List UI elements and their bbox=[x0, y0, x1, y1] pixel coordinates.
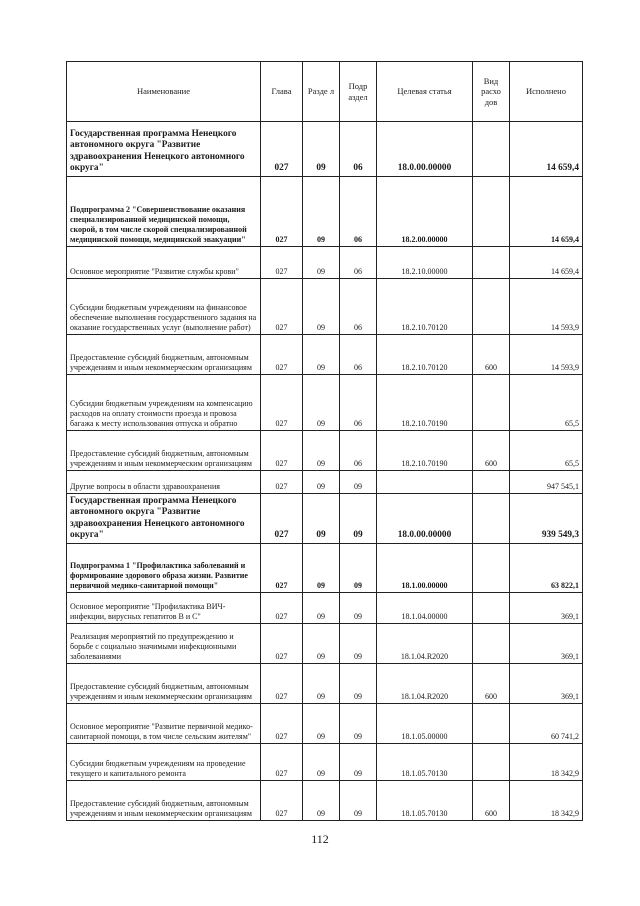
cell-podrazdel: 06 bbox=[340, 177, 377, 247]
header-ispolneno: Исполнено bbox=[510, 62, 583, 122]
cell-ispolneno: 18 342,9 bbox=[510, 744, 583, 781]
cell-podrazdel: 09 bbox=[340, 593, 377, 624]
cell-glava: 027 bbox=[261, 375, 303, 431]
table-row bbox=[67, 781, 583, 821]
cell-razdel: 09 bbox=[303, 704, 340, 744]
cell-name: Субсидии бюджетным учреждениям на проведение текущего и капитального ремонта bbox=[67, 744, 261, 781]
cell-vid bbox=[473, 704, 510, 744]
header-tsel: Целевая статья bbox=[377, 62, 473, 122]
header-name: Наименование bbox=[67, 62, 261, 122]
cell-podrazdel: 09 bbox=[340, 544, 377, 593]
cell-glava: 027 bbox=[261, 593, 303, 624]
cell-podrazdel: 09 bbox=[340, 704, 377, 744]
cell-glava: 027 bbox=[261, 704, 303, 744]
cell-tsel: 18.2.10.70120 bbox=[377, 279, 473, 335]
cell-ispolneno: 60 741,2 bbox=[510, 704, 583, 744]
cell-glava: 027 bbox=[261, 664, 303, 704]
table-row bbox=[67, 177, 583, 247]
cell-tsel: 18.1.05.00000 bbox=[377, 704, 473, 744]
cell-vid bbox=[473, 544, 510, 593]
cell-razdel: 09 bbox=[303, 494, 340, 544]
cell-glava: 027 bbox=[261, 744, 303, 781]
cell-podrazdel: 06 bbox=[340, 335, 377, 375]
cell-razdel: 09 bbox=[303, 279, 340, 335]
table-row bbox=[67, 744, 583, 781]
table-row bbox=[67, 593, 583, 624]
cell-glava: 027 bbox=[261, 431, 303, 471]
cell-tsel: 18.1.04.R2020 bbox=[377, 664, 473, 704]
table-row bbox=[67, 431, 583, 471]
budget-table bbox=[66, 61, 583, 821]
cell-name: Предоставление субсидий бюджетным, автономным учреждениям и иным некоммерческим организациям bbox=[67, 335, 261, 375]
table-row bbox=[67, 471, 583, 494]
header-podrazdel: Подр аздел bbox=[340, 62, 377, 122]
cell-ispolneno: 65,5 bbox=[510, 375, 583, 431]
cell-ispolneno: 14 593,9 bbox=[510, 335, 583, 375]
cell-ispolneno: 947 545,1 bbox=[510, 471, 583, 494]
cell-vid: 600 bbox=[473, 335, 510, 375]
cell-vid bbox=[473, 624, 510, 664]
cell-razdel: 09 bbox=[303, 744, 340, 781]
cell-glava: 027 bbox=[261, 544, 303, 593]
cell-podrazdel: 09 bbox=[340, 744, 377, 781]
cell-razdel: 09 bbox=[303, 122, 340, 177]
cell-glava: 027 bbox=[261, 177, 303, 247]
cell-podrazdel: 09 bbox=[340, 781, 377, 821]
cell-ispolneno: 14 593,9 bbox=[510, 279, 583, 335]
cell-name: Другие вопросы в области здравоохранения bbox=[67, 471, 261, 494]
cell-tsel bbox=[377, 471, 473, 494]
header-glava: Глава bbox=[261, 62, 303, 122]
table-header-row bbox=[67, 62, 583, 122]
cell-podrazdel: 09 bbox=[340, 624, 377, 664]
cell-name: Реализация мероприятий по предупреждению и борьбе с социально значимыми инфекционными заболеваниями bbox=[67, 624, 261, 664]
cell-glava: 027 bbox=[261, 781, 303, 821]
cell-vid: 600 bbox=[473, 781, 510, 821]
cell-razdel: 09 bbox=[303, 431, 340, 471]
cell-tsel: 18.2.10.70190 bbox=[377, 431, 473, 471]
cell-tsel: 18.2.10.70190 bbox=[377, 375, 473, 431]
cell-podrazdel: 06 bbox=[340, 375, 377, 431]
table-row bbox=[67, 494, 583, 544]
cell-vid bbox=[473, 471, 510, 494]
cell-name: Предоставление субсидий бюджетным, автономным учреждениям и иным некоммерческим организациям bbox=[67, 431, 261, 471]
cell-name: Основное мероприятие "Развитие первичной медико-санитарной помощи, в том числе сельским жителям" bbox=[67, 704, 261, 744]
cell-name: Государственная программа Ненецкого автономного округа "Развитие здравоохранения Ненецкого автономного округа" bbox=[67, 122, 261, 177]
cell-podrazdel: 06 bbox=[340, 431, 377, 471]
cell-tsel: 18.2.10.00000 bbox=[377, 247, 473, 279]
cell-ispolneno: 14 659,4 bbox=[510, 247, 583, 279]
cell-podrazdel: 06 bbox=[340, 279, 377, 335]
header-razdel: Разде л bbox=[303, 62, 340, 122]
cell-name: Предоставление субсидий бюджетным, автономным учреждениям и иным некоммерческим организациям bbox=[67, 781, 261, 821]
cell-vid bbox=[473, 177, 510, 247]
table-row bbox=[67, 279, 583, 335]
cell-ispolneno: 14 659,4 bbox=[510, 122, 583, 177]
cell-vid: 600 bbox=[473, 664, 510, 704]
cell-tsel: 18.1.04.R2020 bbox=[377, 624, 473, 664]
table-row bbox=[67, 375, 583, 431]
cell-name: Государственная программа Ненецкого автономного округа "Развитие здравоохранения Ненецкого автономного округа" bbox=[67, 494, 261, 544]
cell-vid bbox=[473, 494, 510, 544]
cell-name: Подпрограмма 1 "Профилактика заболеваний и формирование здорового образа жизни. Развитие первичной медико-санитарной помощи" bbox=[67, 544, 261, 593]
cell-tsel: 18.2.10.70120 bbox=[377, 335, 473, 375]
cell-glava: 027 bbox=[261, 122, 303, 177]
cell-name: Предоставление субсидий бюджетным, автономным учреждениям и иным некоммерческим организациям bbox=[67, 664, 261, 704]
cell-razdel: 09 bbox=[303, 544, 340, 593]
cell-vid bbox=[473, 247, 510, 279]
cell-tsel: 18.2.00.00000 bbox=[377, 177, 473, 247]
table-row bbox=[67, 335, 583, 375]
cell-glava: 027 bbox=[261, 471, 303, 494]
cell-tsel: 18.1.05.70130 bbox=[377, 744, 473, 781]
cell-ispolneno: 63 822,1 bbox=[510, 544, 583, 593]
cell-razdel: 09 bbox=[303, 335, 340, 375]
table-row bbox=[67, 704, 583, 744]
cell-name: Субсидии бюджетным учреждениям на финансовое обеспечение выполнения государственного задания на оказание государственных услуг (выполнение работ) bbox=[67, 279, 261, 335]
cell-podrazdel: 06 bbox=[340, 247, 377, 279]
cell-vid: 600 bbox=[473, 431, 510, 471]
cell-ispolneno: 939 549,3 bbox=[510, 494, 583, 544]
table-row bbox=[67, 624, 583, 664]
cell-name: Основное мероприятие "Развитие службы крови" bbox=[67, 247, 261, 279]
cell-name: Основное мероприятие "Профилактика ВИЧ-инфекции, вирусных гепатитов B и C" bbox=[67, 593, 261, 624]
header-vid: Вид расхо дов bbox=[473, 62, 510, 122]
cell-razdel: 09 bbox=[303, 247, 340, 279]
cell-tsel: 18.1.04.00000 bbox=[377, 593, 473, 624]
cell-razdel: 09 bbox=[303, 177, 340, 247]
cell-tsel: 18.0.00.00000 bbox=[377, 494, 473, 544]
cell-razdel: 09 bbox=[303, 471, 340, 494]
cell-razdel: 09 bbox=[303, 781, 340, 821]
cell-glava: 027 bbox=[261, 494, 303, 544]
cell-vid bbox=[473, 744, 510, 781]
cell-ispolneno: 65,5 bbox=[510, 431, 583, 471]
cell-razdel: 09 bbox=[303, 624, 340, 664]
cell-vid bbox=[473, 375, 510, 431]
cell-vid bbox=[473, 593, 510, 624]
page-number: 112 bbox=[311, 832, 329, 846]
cell-ispolneno: 14 659,4 bbox=[510, 177, 583, 247]
cell-name: Подпрограмма 2 "Совершенствование оказания специализированной медицинской помощи, скорой, в том числе скорой специализированной медицинской помощи, медицинской эвакуации" bbox=[67, 177, 261, 247]
cell-tsel: 18.1.05.70130 bbox=[377, 781, 473, 821]
cell-vid bbox=[473, 122, 510, 177]
cell-glava: 027 bbox=[261, 279, 303, 335]
table-row bbox=[67, 247, 583, 279]
cell-glava: 027 bbox=[261, 335, 303, 375]
cell-tsel: 18.0.00.00000 bbox=[377, 122, 473, 177]
cell-glava: 027 bbox=[261, 624, 303, 664]
cell-ispolneno: 369,1 bbox=[510, 664, 583, 704]
cell-ispolneno: 369,1 bbox=[510, 593, 583, 624]
cell-razdel: 09 bbox=[303, 375, 340, 431]
cell-tsel: 18.1.00.00000 bbox=[377, 544, 473, 593]
cell-podrazdel: 06 bbox=[340, 122, 377, 177]
table-row bbox=[67, 122, 583, 177]
cell-name: Субсидии бюджетным учреждениям на компенсацию расходов на оплату стоимости проезда и провоза багажа к месту использования отпуска и обратно bbox=[67, 375, 261, 431]
table-row bbox=[67, 664, 583, 704]
cell-vid bbox=[473, 279, 510, 335]
table-row bbox=[67, 544, 583, 593]
cell-podrazdel: 09 bbox=[340, 471, 377, 494]
cell-razdel: 09 bbox=[303, 664, 340, 704]
cell-ispolneno: 369,1 bbox=[510, 624, 583, 664]
cell-razdel: 09 bbox=[303, 593, 340, 624]
cell-ispolneno: 18 342,9 bbox=[510, 781, 583, 821]
cell-podrazdel: 09 bbox=[340, 494, 377, 544]
cell-glava: 027 bbox=[261, 247, 303, 279]
cell-podrazdel: 09 bbox=[340, 664, 377, 704]
